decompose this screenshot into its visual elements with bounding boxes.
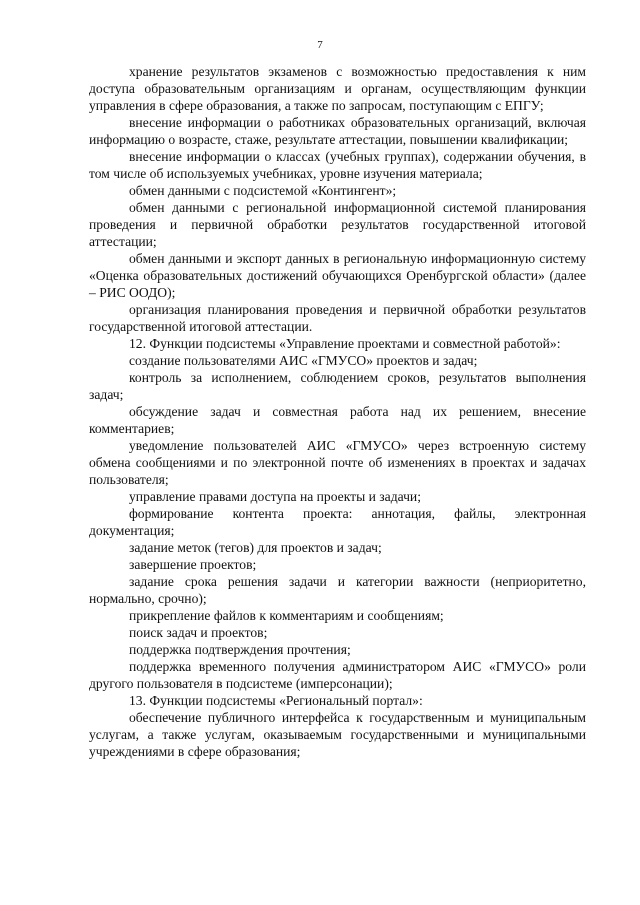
paragraph-task-discussion: обсуждение задач и совместная работа над их решением, внесение комментариев;	[89, 404, 586, 436]
paragraph-create-projects: создание пользователями АИС «ГМУСО» проектов и задач;	[129, 353, 478, 368]
paragraph-user-notification: уведомление пользователей АИС «ГМУСО» через встроенную систему обмена сообщениями и по электронной почте об изменениях в проектах и задачах пользователя;	[89, 438, 586, 487]
paragraph-search: поиск задач и проектов;	[129, 625, 268, 640]
paragraph-class-info: внесение информации о классах (учебных группах), содержании обучения, в том числе об используемых учебниках, уровне изучения материала;	[89, 149, 586, 181]
document-body	[89, 63, 586, 760]
paragraph-impersonation: поддержка временного получения администратором АИС «ГМУСО» роли другого пользователя в подсистеме (имперсонации);	[89, 659, 586, 691]
paragraph-gia-exchange: обмен данными с региональной информационной системой планирования проведения и первичной обработки результатов государственной итоговой аттестации;	[89, 200, 586, 249]
paragraph-gia-planning: организация планирования проведения и первичной обработки результатов государственной итоговой аттестации.	[89, 302, 586, 334]
paragraph-access-rights: управление правами доступа на проекты и задачи;	[129, 489, 421, 504]
paragraph-tags: задание меток (тегов) для проектов и задач;	[129, 540, 382, 555]
section-heading-12: 12. Функции подсистемы «Управление проектами и совместной работой»:	[129, 336, 561, 351]
paragraph-rис-oodo-exchange: обмен данными и экспорт данных в региональную информационную систему «Оценка образовательных достижений обучающихся Оренбургской области» (далее – РИС ООДО);	[89, 251, 586, 300]
paragraph-deadline-priority: задание срока решения задачи и категории важности (неприоритетно, нормально, срочно);	[89, 574, 586, 606]
paragraph-contingent-exchange: обмен данными с подсистемой «Контингент»;	[129, 183, 397, 198]
paragraph-public-interface: обеспечение публичного интерфейса к государственным и муниципальным услугам, а также услугам, оказываемым государственными и муниципальными учреждениями в сфере образования;	[89, 710, 586, 759]
page-number: 7	[317, 39, 323, 51]
paragraph-read-confirmation: поддержка подтверждения прочтения;	[129, 642, 351, 657]
paragraph-task-control: контроль за исполнением, соблюдением сроков, результатов выполнения задач;	[89, 370, 586, 402]
paragraph-file-attachment: прикрепление файлов к комментариям и сообщениям;	[129, 608, 444, 623]
paragraph-exam-results-storage: хранение результатов экзаменов с возможностью предоставления к ним доступа образовательным организациям и органам, осуществляющим функции управления в сфере образования, а также по запросам, поступающим с ЕПГУ;	[89, 64, 586, 113]
section-heading-13: 13. Функции подсистемы «Региональный портал»:	[129, 693, 423, 708]
paragraph-staff-info: внесение информации о работниках образовательных организаций, включая информацию о возрасте, стаже, результате аттестации, повышении квалификации;	[89, 115, 586, 147]
paragraph-project-completion: завершение проектов;	[129, 557, 257, 572]
paragraph-project-content: формирование контента проекта: аннотация, файлы, электронная документация;	[89, 506, 586, 538]
